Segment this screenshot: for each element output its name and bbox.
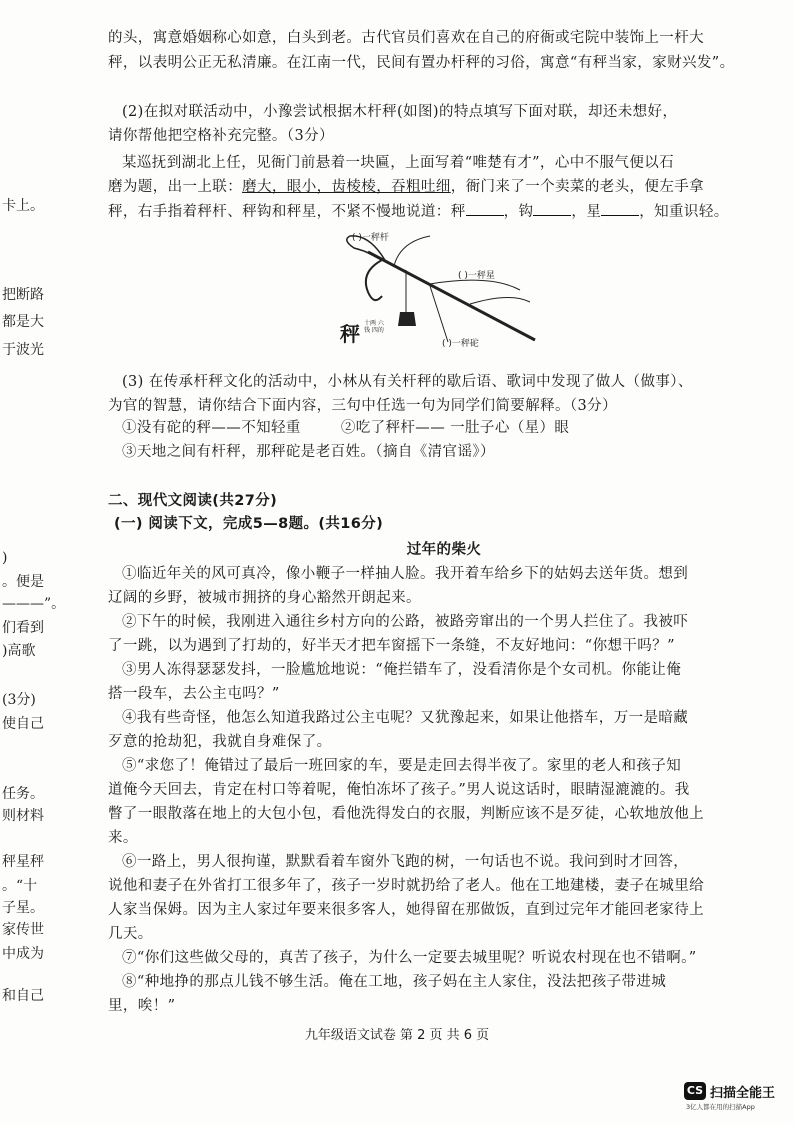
text-line: 辽阔的乡野，被城市拥挤的身心豁然开朗起来。 <box>108 590 421 606</box>
option-1: ①没有砣的秤——不知轻重 ②吃了秤杆—— 一肚子心（星）眼 <box>122 420 570 436</box>
scale-beam <box>368 252 535 340</box>
label-beam: ( )一秤杆 <box>352 233 389 243</box>
text-line: 了一跳，以为遇到了打劫的，好半天才把车窗摇下一条缝，不友好地问：“你想干吗？” <box>108 638 675 654</box>
margin-text: 秤星秤 <box>2 854 44 870</box>
margin-text: 和自己 <box>2 988 44 1004</box>
margin-text: 。“十 <box>2 878 38 894</box>
text-line: 说他和妻子在外省打工很多年了，孩子一岁时就扔给了老人。他在工地建楼，妻子在城里给 <box>108 878 704 894</box>
margin-text: ———”。 <box>2 596 66 612</box>
text-line: 搭一段车，去公主屯吗？” <box>108 686 280 702</box>
blank-1[interactable] <box>466 201 504 216</box>
text-line: 几天。 <box>108 926 153 942</box>
paragraph-7: ⑦“你们这些做父母的，真苦了孩子，为什么一定要去城里呢？听说农村现在也不错啊。” <box>122 950 697 966</box>
option-2: ②吃了秤杆—— 一肚子心（星）眼 <box>340 420 570 436</box>
margin-text: 于波光 <box>2 342 44 358</box>
scale-hook <box>366 260 382 300</box>
text-line: 瞥了一眼散落在地上的大包小包，看他洗得发白的衣服，判断应该不是歹徒，心软地放他上 <box>108 806 704 822</box>
question-2: (2)在拟对联活动中，小豫尝试根据木杆秤(如图)的特点填写下面对联，却还未想好， <box>122 104 678 120</box>
couplet-upper: 磨大，眼小，齿棱棱，吞粗吐细 <box>242 179 451 195</box>
scanner-watermark <box>684 1080 788 1120</box>
text-line: 的头，寓意婚姻称心如意，白头到老。古代官员们喜欢在自己的府衙或宅院中装饰上一杆大 <box>108 30 704 46</box>
figure-sub: 十两 六钱 四的 <box>364 320 384 334</box>
margin-text: 任务。 <box>2 786 44 802</box>
paragraph-4: ④我有些奇怪，他怎么知道我路过公主屯呢？又犹豫起来，如果让他搭车，万一是暗藏 <box>122 710 689 726</box>
figure-char: 秤 <box>340 322 360 346</box>
text-line: 来。 <box>108 830 138 846</box>
question-3: (3) 在传承杆秤文化的活动中，小林从有关杆秤的歇后语、歌词中发现了做人（做事）、 <box>122 374 693 390</box>
margin-text: 把断路 <box>2 287 44 303</box>
scanner-name: 扫描全能王 <box>710 1086 776 1101</box>
paragraph-1: ①临近年关的风可真冷，像小鞭子一样抽人脸。我开着车给乡下的姑妈去送年货。想到 <box>122 566 689 582</box>
text-line: 人家当保姆。因为主人家过年要来很多客人，她得留在那做饭，直到过完年才能回老家待上 <box>108 902 704 918</box>
margin-text: 则材料 <box>2 808 44 824</box>
paragraph-8: ⑧“种地挣的那点儿钱不够生活。俺在工地，孩子妈在主人家住，没法把孩子带进城 <box>122 974 667 990</box>
label-weight: ( )一秤砣 <box>442 339 479 349</box>
margin-text: 们看到 <box>2 620 44 636</box>
margin-text: )高歌 <box>2 643 36 659</box>
margin-text: 使自己 <box>2 716 44 732</box>
margin-text: 都是大 <box>2 314 44 330</box>
text-line: 里，唉！” <box>108 998 176 1014</box>
scanner-logo-icon: CS <box>684 1082 706 1100</box>
text-line: 请你帮他把空格补充完整。（3分） <box>108 128 334 144</box>
text-line: 秤，以表明公正无私清廉。在江南一代，民间有置办杆秤的习俗，寓意“有秤当家，家财兴发”。 <box>108 55 735 71</box>
text-line: 歹意的抢劫犯，我就自身难保了。 <box>108 734 332 750</box>
margin-text: 卡上。 <box>2 198 44 214</box>
scale-weight <box>398 312 416 326</box>
scanner-tagline: 3亿人都在用的扫描App <box>686 1103 755 1111</box>
margin-text: (3分) <box>2 692 36 708</box>
blank-2[interactable] <box>533 201 571 216</box>
margin-text: 子星。 <box>2 900 44 916</box>
blank-3[interactable] <box>601 201 639 216</box>
steelyard-figure <box>330 222 560 350</box>
margin-text: 家传世 <box>2 922 44 938</box>
paragraph-3: ③男人冻得瑟瑟发抖，一脸尴尬地说：“俺拦错车了，没看清你是个女司机。你能让俺 <box>122 662 682 678</box>
paragraph-5: ⑤“求您了！俺错过了最后一班回家的车，要是走回去得半夜了。家里的老人和孩子知 <box>122 758 682 774</box>
subsection-heading: (一) 阅读下文，完成5—8题。(共16分) <box>114 516 384 532</box>
page-footer: 九年级语文试卷 第 2 页 共 6 页 <box>304 1028 490 1043</box>
margin-text: 中成为 <box>2 946 44 962</box>
margin-text: 。便是 <box>2 574 44 590</box>
margin-text: ) <box>2 550 8 566</box>
paragraph-6: ⑥一路上，男人很拘谨，默默看着车窗外飞跑的树，一句话也不说。我问到时才回答， <box>122 854 689 870</box>
text-line: 道俺今天回去，肯定在村口等着呢，俺怕冻坏了孩子。”男人说这话时，眼睛湿漉漉的。我 <box>108 782 690 798</box>
section-heading: 二、现代文阅读(共27分) <box>108 493 278 509</box>
text-line: 某巡抚到湖北上任，见衙门前悬着一块匾，上面写着“唯楚有才”，心中不服气便以石 <box>122 155 675 171</box>
couplet-line: 磨为题，出一上联：磨大，眼小，齿棱棱，吞粗吐细，衙门来了一个卖菜的老头，便左手拿 <box>108 179 705 195</box>
paragraph-2: ②下午的时候，我刚进入通往乡村方向的公路，被路旁窜出的一个男人拦住了。我被吓 <box>122 614 689 630</box>
label-star: ( )一秤星 <box>458 271 495 281</box>
couplet-answer-line: 秤，右手指着秤杆、秤钩和秤星，不紧不慢地说道：秤 ，钩 ，星 ，知重识轻。 <box>108 201 780 222</box>
article-title: 过年的柴火 <box>406 542 482 558</box>
option-3: ③天地之间有杆秤，那秤砣是老百姓。（摘自《清官谣》） <box>122 444 495 460</box>
text-line: 为官的智慧，请你结合下面内容，三句中任选一句为同学们简要解释。（3分） <box>108 398 617 414</box>
